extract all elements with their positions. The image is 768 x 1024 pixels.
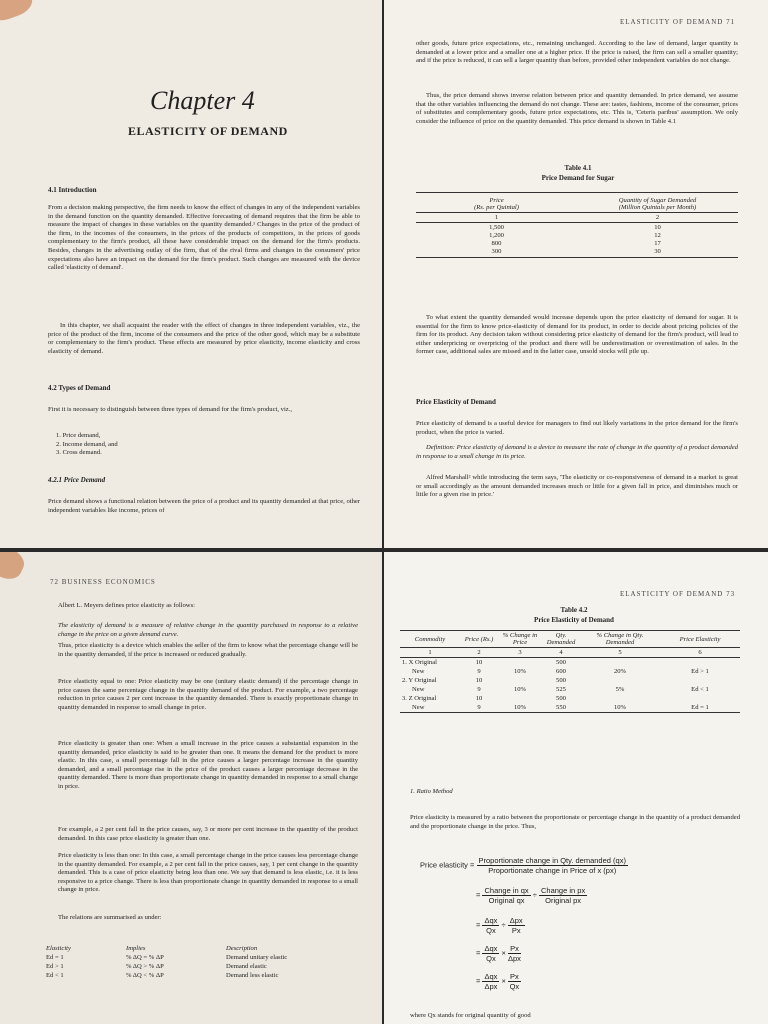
intro-paragraph: From a decision making perspective, the firm needs to know the effect of changes in any of the independent variables in the demand function on the quantity demanded. Effective forecasting of demand requires that the firm be able to measure the impact of changes in these variables on the quantity demanded.¹ Changes in the price of the product of the firm, in the incomes of the consumers, in the prices of the products of competitors, in the prices of goods complementary to the firm's product, all these have considerable impact on the demand for the firm's products. Besides, changes in the advertising outlay of the firm, that of the rival firms and changes in the consumers' price expectations also have an impact on the demand for the firm's product. Such changes are measured with the device called 'elasticity of demand'. <box>48 204 360 272</box>
table-header: Price (Rs.) <box>464 635 494 643</box>
table-row: 1. X Original 10 500 <box>402 659 566 666</box>
table-cell: 10 12 17 30 <box>654 224 661 255</box>
table-row: New 9 10% 550 10% Ed = 1 <box>400 703 740 713</box>
table-row: Ed > 1 % ΔQ > % ΔP Demand elastic <box>46 963 267 970</box>
finger-shadow <box>0 552 28 584</box>
paragraph: The elasticity of demand is a measure of relative change in the quantity purchased in response to a relative change in the price on a given demand curve. <box>58 622 358 638</box>
paragraph: Price elasticity is greater than one: When a small increase in the price causes a substantial expansion in the quantity demanded, price elasticity is said to be greater than one. It means the demand for the product is more elastic. In this case, a small percentage fall in the price causes a larger percentage increase in the quantity demanded, and a small percentage rise in the price of the product causes a larger percentage decrease in the quantity demanded. There is more than proportionate change in quantity demanded in response to a small change in price. <box>58 740 358 790</box>
types-list <box>56 432 118 458</box>
page-3 <box>0 552 382 1024</box>
table-header: Quantity of Sugar Demanded (Million Quintals per Month) <box>618 197 697 211</box>
list-item: 3. Cross demand. <box>56 449 102 457</box>
intro-paragraph-2: In this chapter, we shall acquaint the reader with the effect of changes in three independent variables, viz., the price of the product of the firm, income of the consumers and the price of the other good, which may be a substitute or complementary to the firm's product. These effects are measured by price elasticity, income elasticity and cross elasticity of demand. <box>48 322 360 355</box>
paragraph: To what extent the quantity demanded would increase depends upon the price elasticity of demand for sugar. It is essential for the firm to know price-elasticity of demand for its product, in order to decide about pricing policies of the firm for its product. Any decision taken without considering price elasticity of demand for the firm's product, will lead to either underpricing or overpricing of the product and there will be underestimation or overestimation of sales. In the former case, additional sales are missed and in the latter case, unsold stocks will pile up. <box>416 314 738 356</box>
paragraph: For example, a 2 per cent fall in the price causes, say, 3 or more per cent increase in the quantity of the product demanded. In this case price elasticity is greater than one. <box>58 826 358 842</box>
table-4-2-title: Table 4.2 <box>560 606 588 614</box>
types-intro: First it is necessary to distinguish between three types of demand for the firm's product, viz., <box>48 406 293 413</box>
table-header: Price Elasticity <box>679 635 721 643</box>
section-4-2-1: 4.2.1 Price Demand <box>48 476 106 484</box>
section-4-2: 4.2 Types of Demand <box>48 384 111 392</box>
equation-line-2: = $\frac{\text{Change in qx}}{\text{Original qx}}$ ÷ $\frac{\text{Change in px}}{\text{Original px}}$ <box>476 886 586 905</box>
table-header: Elasticity <box>46 945 71 952</box>
table-header: % Change in Qty. Demanded <box>596 632 644 646</box>
equation-line-1: Price elasticity = $\frac{\text{Proportionate change in Qty. demanded (qx)}}{\text{Proportionate change in Price of x (px)}}$ <box>420 856 626 875</box>
table-row: 2. Y Original 10 500 <box>402 677 566 684</box>
page-1 <box>0 0 382 548</box>
paragraph: Albert L. Meyers defines price elasticity as follows: <box>58 602 195 609</box>
elasticity-summary-table <box>44 944 344 980</box>
definition: Definition: Price elasticity of demand is a device to measure the rate of change in the quantity of a product demanded in response to a small change in its price. <box>416 444 738 460</box>
running-header: ELASTICITY OF DEMAND 73 <box>620 590 736 598</box>
paragraph: The relations are summarised as under: <box>58 914 162 921</box>
table-row: Ed = 1 % ΔQ = % ΔP Demand unitary elastic <box>46 954 288 961</box>
section-4-1: 4.1 Introduction <box>48 186 97 194</box>
table-header: Description <box>226 945 258 952</box>
table-header: % Change in Price <box>502 632 538 646</box>
table-header: Implies <box>126 945 146 952</box>
price-elasticity-heading: Price Elasticity of Demand <box>416 398 496 406</box>
table-row: Ed < 1 % ΔQ < % ΔP Demand less elastic <box>46 972 279 979</box>
table-header: Price (Rs. per Quintal) <box>474 197 519 211</box>
where-clause: where Qx stands for original quantity of good <box>410 1012 531 1019</box>
paragraph: Price elasticity equal to one: Price elasticity may be one (unitary elastic demand) if the percentage change in price causes the same percentage change in the quantity demand of the product. For example, a two percentage reduction in price causes 2 per cent increase in the quantity demanded. There is exactly proportionate change in quantity demanded in response to small change in price. <box>58 678 358 711</box>
paragraph: Price elasticity is measured by a ratio between the proportionate or percentage change in the quantity of a product demanded and the proportionate change in the price. Thus, <box>410 814 740 830</box>
table-4-2-subtitle: Price Elasticity of Demand <box>534 616 614 624</box>
running-header: 72 BUSINESS ECONOMICS <box>50 578 156 586</box>
paragraph: other goods, future price expectations, etc., remaining unchanged. According to the law of demand, larger quantity is demanded at a lower price and a smaller one at a higher price. If the price is raised, the firm can sell a smaller quantity; and if the price is reduced, it can sell a larger quantity than before, provided other independent variables do not change. <box>416 40 738 65</box>
equation-line-4: = $\frac{\text{Δqx}}{Qx}$ × $\frac{Px}{\text{Δpx}}$ <box>476 944 521 963</box>
paragraph: Price elasticity of demand is a useful device for managers to find out likely variations in the price demand for the firm's product, when the price is varied. <box>416 420 738 436</box>
page-4 <box>384 552 768 1024</box>
table-4-1-title: Table 4.1 <box>564 164 592 172</box>
price-demand-paragraph: Price demand shows a functional relation between the price of a product and its quantity demanded at that price, other independent variables like income, prices of <box>48 498 360 514</box>
page-2 <box>384 0 768 548</box>
table-row: 3. Z Original 10 500 <box>402 695 566 702</box>
table-4-2: Commodity Price (Rs.) % Change in Price Qty. Demanded % Change in Qty. Demanded Price Elasticity 1 2 3 4 5 6 1. X Original 10 500 New 9 10% 600 20% Ed > 1 2. Y Original 10 500 New 9 10% 525 5% Ed < 1 3. Z Original 10 500 New 9 10% 550 10% Ed = 1 <box>400 630 740 713</box>
table-row: New 9 10% 600 20% Ed > 1 <box>412 668 709 675</box>
list-item: 2. Income demand, and <box>56 440 118 448</box>
table-row: New 9 10% 525 5% Ed < 1 <box>412 686 709 693</box>
table-4-1-subtitle: Price Demand for Sugar <box>541 174 615 182</box>
paragraph: Thus, the price demand shows inverse relation between price and quantity demanded. In price demand, we assume that the other variables influencing the demand do not change. These are: tastes, fashions, income of the consumer, prices of substitutes and complementary goods, future price expectations, etc. This is, 'Ceteris paribus' assumption. We only consider the influence of price on the quantity demanded. This price demand is shown in Table 4.1 <box>416 92 738 125</box>
chapter-title: Chapter 4 <box>150 86 255 115</box>
equation-line-5: = $\frac{\text{Δqx}}{\text{Δpx}}$ × $\frac{Px}{Qx}$ <box>476 972 520 991</box>
table-cell: 1,500 1,200 800 300 <box>489 224 504 255</box>
ratio-method-heading: 1. Ratio Method <box>410 788 453 795</box>
paragraph: Price elasticity is less than one: In this case, a small percentage change in the price causes less percentage change in the quantity demanded. For example, a 2 per cent fall in the price causes, say, 1 per cent change in the quantity demanded. This is a case of price elasticity being less than one. We say that demand is less elastic, i.e. it is less responsive to a price change. There is less than proportionate change in quantity demanded in response to a small change in price. <box>58 852 358 894</box>
table-4-1: Price (Rs. per Quintal) Quantity of Sugar Demanded (Million Quintals per Month) 1 2 1,500 1,200 800 300 10 12 17 30 <box>416 192 738 260</box>
chapter-heading: ELASTICITY OF DEMAND <box>128 124 288 138</box>
marshall-quote: Alfred Marshall² while introducing the term says, 'The elasticity or co-responsiveness of demand in a market is great or small accordingly as the amount demanded increases much or little for a given fall in price, and diminishes much or little for a given rise in price.' <box>416 474 738 499</box>
paragraph: Thus, price elasticity is a device which enables the seller of the firm to know what the percentage change will be in the quantity demanded, if the price is increased or reduced gradually. <box>58 642 358 658</box>
table-header: Qty. Demanded <box>546 632 576 646</box>
running-header: ELASTICITY OF DEMAND 71 <box>620 18 736 26</box>
finger-shadow <box>0 0 36 25</box>
table-header: Commodity <box>414 635 446 643</box>
list-item: 1. Price demand, <box>56 432 101 439</box>
equation-line-3: = $\frac{\text{Δqx}}{Qx}$ ÷ $\frac{\text{Δpx}}{Px}$ <box>476 916 523 935</box>
